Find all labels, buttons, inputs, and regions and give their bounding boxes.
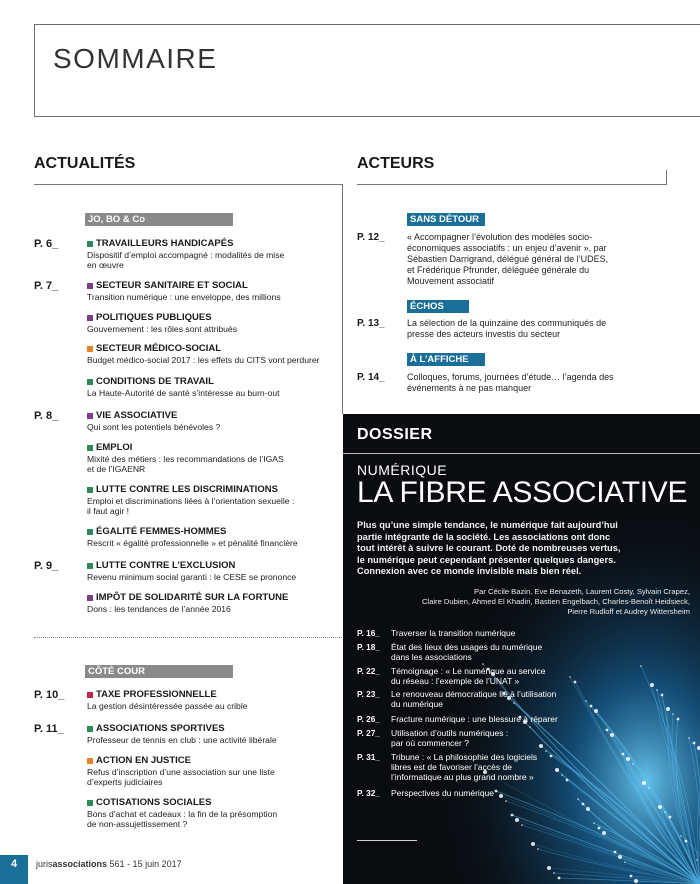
entry-heading — [87, 484, 347, 496]
bullet-square-icon — [87, 692, 93, 698]
entry-heading — [87, 526, 347, 538]
entry-description: Emploi et discriminations liées à l’orientation sexuelle : — [87, 496, 295, 506]
acteurs-heading: ACTEURS — [357, 155, 435, 172]
entry-description: Professeur de tennis en club : une activité libérale — [87, 735, 277, 745]
bullet-square-icon — [87, 487, 93, 493]
section-band-acteurs: À L’AFFICHE — [407, 353, 485, 366]
text-line: Connexion avec ce monde invisible mais bien réel. — [357, 566, 582, 576]
page-number: P. 6_ — [34, 238, 59, 250]
toc-entry — [87, 484, 347, 516]
text-line: Pierre Rudloff et Audrey Wittersheim — [567, 607, 690, 616]
entry-description: Transition numérique : une enveloppe, des millions — [87, 292, 281, 302]
text-line: Le renouveau démocratique lié à l’utilisation — [391, 689, 557, 699]
text-line: du numérique — [391, 699, 443, 709]
entry-description: et de l’IGAENR — [87, 464, 146, 474]
entry-description: Mixité des métiers : les recommandations de l’IGAS — [87, 454, 284, 464]
bullet-square-icon — [87, 563, 93, 569]
entry-heading-text: SECTEUR SANITAIRE ET SOCIAL — [96, 280, 248, 291]
dossier-panel — [343, 414, 700, 884]
dossier-toc-entry — [391, 628, 641, 638]
footer-issue: 561 - 15 juin 2017 — [107, 859, 182, 869]
dossier-toc-entry — [391, 714, 641, 724]
entry-description: Dons : les tendances de l’année 2016 — [87, 604, 231, 614]
text-line: l’informatique au plus grand nombre » — [391, 772, 534, 782]
toc-entry — [87, 238, 347, 270]
text-line: Claire Dubien, Ahmed El Khadiri, Bastien Engelbach, Charles-Benoît Heidsieck, — [421, 597, 690, 606]
page-number: P. 9_ — [34, 560, 59, 572]
toc-entry — [87, 755, 347, 787]
text-line: Témoignage : « Le numérique au service — [391, 666, 546, 676]
text-line: Plus qu’une simple tendance, le numérique fait aujourd’hui — [357, 520, 618, 530]
entry-heading — [87, 376, 347, 388]
text-line: le numérique peut cependant présenter quelques dangers. — [357, 554, 616, 565]
entry-description: Refus d’inscription d’une association sur une liste — [87, 767, 275, 777]
footer-page-number: 4 — [0, 855, 28, 884]
dossier-title: LA FIBRE ASSOCIATIVE — [357, 476, 688, 509]
page-number: P. 10_ — [34, 689, 65, 701]
dossier-end-rule — [357, 840, 417, 841]
actualites-heading: ACTUALITÉS — [34, 155, 136, 172]
bullet-square-icon — [87, 726, 93, 732]
bullet-square-icon — [87, 758, 93, 764]
toc-entry — [87, 723, 347, 745]
text-line: par où commencer ? — [391, 738, 469, 748]
page-number: P. 12_ — [357, 232, 385, 243]
dossier-page-number: P. 18_ — [357, 642, 380, 652]
toc-entry — [87, 592, 347, 614]
entry-heading-text: COTISATIONS SOCIALES — [96, 797, 212, 808]
acteur-description — [407, 372, 675, 394]
bullet-square-icon — [87, 241, 93, 247]
bullet-square-icon — [87, 595, 93, 601]
page-number: P. 8_ — [34, 410, 59, 422]
bullet-square-icon — [87, 379, 93, 385]
acteur-description — [407, 232, 675, 287]
entry-description: en œuvre — [87, 260, 124, 270]
toc-entry — [87, 343, 347, 365]
text-line: du réseau : l’exemple de l’UNAT » — [391, 676, 520, 686]
entry-heading-text: VIE ASSOCIATIVE — [96, 410, 178, 421]
dossier-page-number: P. 32_ — [357, 788, 380, 798]
page-title: SOMMAIRE — [53, 43, 218, 74]
entry-heading — [87, 312, 347, 324]
section-band-acteurs: ÉCHOS — [407, 300, 469, 313]
dossier-page-number: P. 26_ — [357, 714, 380, 724]
text-line: Par Cécile Bazin, Eve Benazeth, Laurent Costy, Sylvain Crapez, — [474, 587, 690, 596]
title-box — [34, 24, 700, 117]
entry-heading-text: TRAVAILLEURS HANDICAPÉS — [96, 238, 234, 249]
entry-heading-text: TAXE PROFESSIONNELLE — [96, 689, 217, 700]
dossier-rule — [343, 453, 700, 454]
toc-entry — [87, 689, 347, 711]
page-number: P. 14_ — [357, 372, 385, 383]
toc-entry — [87, 526, 347, 548]
entry-heading — [87, 797, 347, 809]
entry-heading — [87, 343, 347, 355]
text-line: État des lieux des usages du numérique — [391, 642, 543, 652]
entry-heading-text: ÉGALITÉ FEMMES-HOMMES — [96, 526, 227, 537]
text-line: économiques associatifs : un enjeu d’avenir », par — [407, 243, 607, 253]
entry-heading — [87, 410, 347, 422]
entry-description: Budget médico-social 2017 : les effets du CITS vont perdurer — [87, 355, 320, 365]
page-number: P. 11_ — [34, 723, 64, 735]
section-band-acteurs: SANS DÉTOUR — [407, 213, 485, 226]
toc-entry — [87, 312, 347, 334]
text-line: « Accompagner l’évolution des modèles socio- — [407, 232, 593, 242]
page-number: P. 7_ — [34, 280, 59, 292]
toc-entry — [87, 376, 347, 398]
dossier-page-number: P. 23_ — [357, 689, 380, 699]
toc-entry — [87, 410, 347, 432]
toc-entry — [87, 797, 347, 829]
section-band-cote-cour: CÔTÉ COUR — [85, 665, 233, 678]
dossier-label: DOSSIER — [357, 426, 433, 443]
footer-brand-light: juris — [36, 859, 53, 869]
right-heading-tick — [666, 170, 667, 185]
dossier-authors — [360, 587, 690, 617]
entry-heading-text: LUTTE CONTRE LES DISCRIMINATIONS — [96, 484, 278, 495]
entry-description: de non-assujettissement ? — [87, 819, 188, 829]
entry-heading-text: IMPÔT DE SOLIDARITÉ SUR LA FORTUNE — [96, 592, 289, 603]
entry-heading — [87, 238, 347, 250]
text-line: Utilisation d’outils numériques : — [391, 728, 509, 738]
text-line: Mouvement associatif — [407, 276, 495, 286]
entry-heading-text: ACTION EN JUSTICE — [96, 755, 192, 766]
text-line: Sébastien Darrigrand, délégué général de l’UDES, — [407, 254, 609, 264]
dossier-intro — [357, 520, 677, 578]
text-line: Colloques, forums, journées d’étude… l’agenda des — [407, 372, 614, 382]
entry-heading — [87, 442, 347, 454]
entry-description: Bons d’achat et cadeaux : la fin de la présomption — [87, 809, 278, 819]
entry-heading — [87, 689, 347, 701]
text-line: tout intérêt à suivre le courant. Doté de nombreuses vertus, — [357, 543, 621, 553]
entry-description: La Haute-Autorité de santé s’intéresse au burn-out — [87, 388, 280, 398]
entry-heading-text: ASSOCIATIONS SPORTIVES — [96, 723, 225, 734]
entry-heading-text: POLITIQUES PUBLIQUES — [96, 312, 212, 323]
dossier-toc-entry — [391, 788, 641, 798]
footer-brand-bold: associations — [52, 859, 108, 869]
toc-entry — [87, 560, 347, 582]
dossier-toc-entry — [391, 689, 641, 709]
entry-description: il faut agir ! — [87, 506, 130, 516]
bullet-square-icon — [87, 346, 93, 352]
page-number: P. 13_ — [357, 318, 385, 329]
toc-entry — [87, 442, 347, 474]
dossier-page-number: P. 16_ — [357, 628, 380, 638]
entry-description: Qui sont les potentiels bénévoles ? — [87, 422, 221, 432]
entry-heading — [87, 723, 347, 735]
entry-heading-text: CONDITIONS DE TRAVAIL — [96, 376, 214, 387]
entry-heading-text: EMPLOI — [96, 442, 133, 453]
dossier-toc-entry — [391, 642, 641, 662]
text-line: et Frédérique Pfrunder, déléguée générale du — [407, 265, 590, 275]
dossier-kicker: NUMÉRIQUE — [357, 462, 448, 478]
text-line: partie intégrante de la société. Les associations ont donc — [357, 531, 611, 542]
right-heading-rule — [357, 184, 666, 185]
dossier-page-number: P. 22_ — [357, 666, 380, 676]
entry-heading — [87, 280, 347, 292]
dossier-toc-entry — [391, 728, 641, 748]
toc-entry — [87, 280, 347, 302]
footer-publication — [36, 859, 182, 869]
dossier-toc-entry — [391, 666, 641, 686]
bullet-square-icon — [87, 283, 93, 289]
left-heading-rule — [34, 184, 342, 185]
text-line: Fracture numérique : une blessure à réparer — [391, 714, 558, 724]
bullet-square-icon — [87, 315, 93, 321]
text-line: presse des acteurs investis du secteur — [407, 329, 561, 339]
section-separator — [34, 637, 342, 638]
bullet-square-icon — [87, 413, 93, 419]
dossier-toc-entry — [391, 752, 641, 782]
entry-heading — [87, 560, 347, 572]
entry-heading — [87, 755, 347, 767]
entry-description: Revenu minimum social garanti : le CESE se prononce — [87, 572, 297, 582]
entry-description: d’experts judiciaires — [87, 777, 163, 787]
dossier-page-number: P. 27_ — [357, 728, 380, 738]
text-line: événements à ne pas manquer — [407, 383, 532, 393]
bullet-square-icon — [87, 800, 93, 806]
dossier-page-number: P. 31_ — [357, 752, 380, 762]
section-band-jo-bo: JO, BO & Co — [85, 213, 233, 226]
text-line: dans les associations — [391, 652, 472, 662]
entry-description: Dispositif d’emploi accompagné : modalités de mise — [87, 250, 285, 260]
text-line: Tribune : « La philosophie des logiciels — [391, 752, 538, 762]
text-line: Perspectives du numérique — [391, 788, 495, 798]
bullet-square-icon — [87, 529, 93, 535]
acteur-description — [407, 318, 675, 340]
entry-description: Gouvernement : les rôles sont attribués — [87, 324, 237, 334]
text-line: Traverser la transition numérique — [391, 628, 516, 638]
bullet-square-icon — [87, 445, 93, 451]
text-line: La sélection de la quinzaine des communiqués de — [407, 318, 607, 328]
entry-heading — [87, 592, 347, 604]
text-line: libres est de favoriser l’accès de — [391, 762, 512, 772]
entry-description: La gestion désintéressée passée au crible — [87, 701, 248, 711]
entry-description: Rescrit « égalité professionnelle » et pénalité financière — [87, 538, 298, 548]
entry-heading-text: SECTEUR MÉDICO-SOCIAL — [96, 343, 222, 354]
entry-heading-text: LUTTE CONTRE L’EXCLUSION — [96, 560, 236, 571]
